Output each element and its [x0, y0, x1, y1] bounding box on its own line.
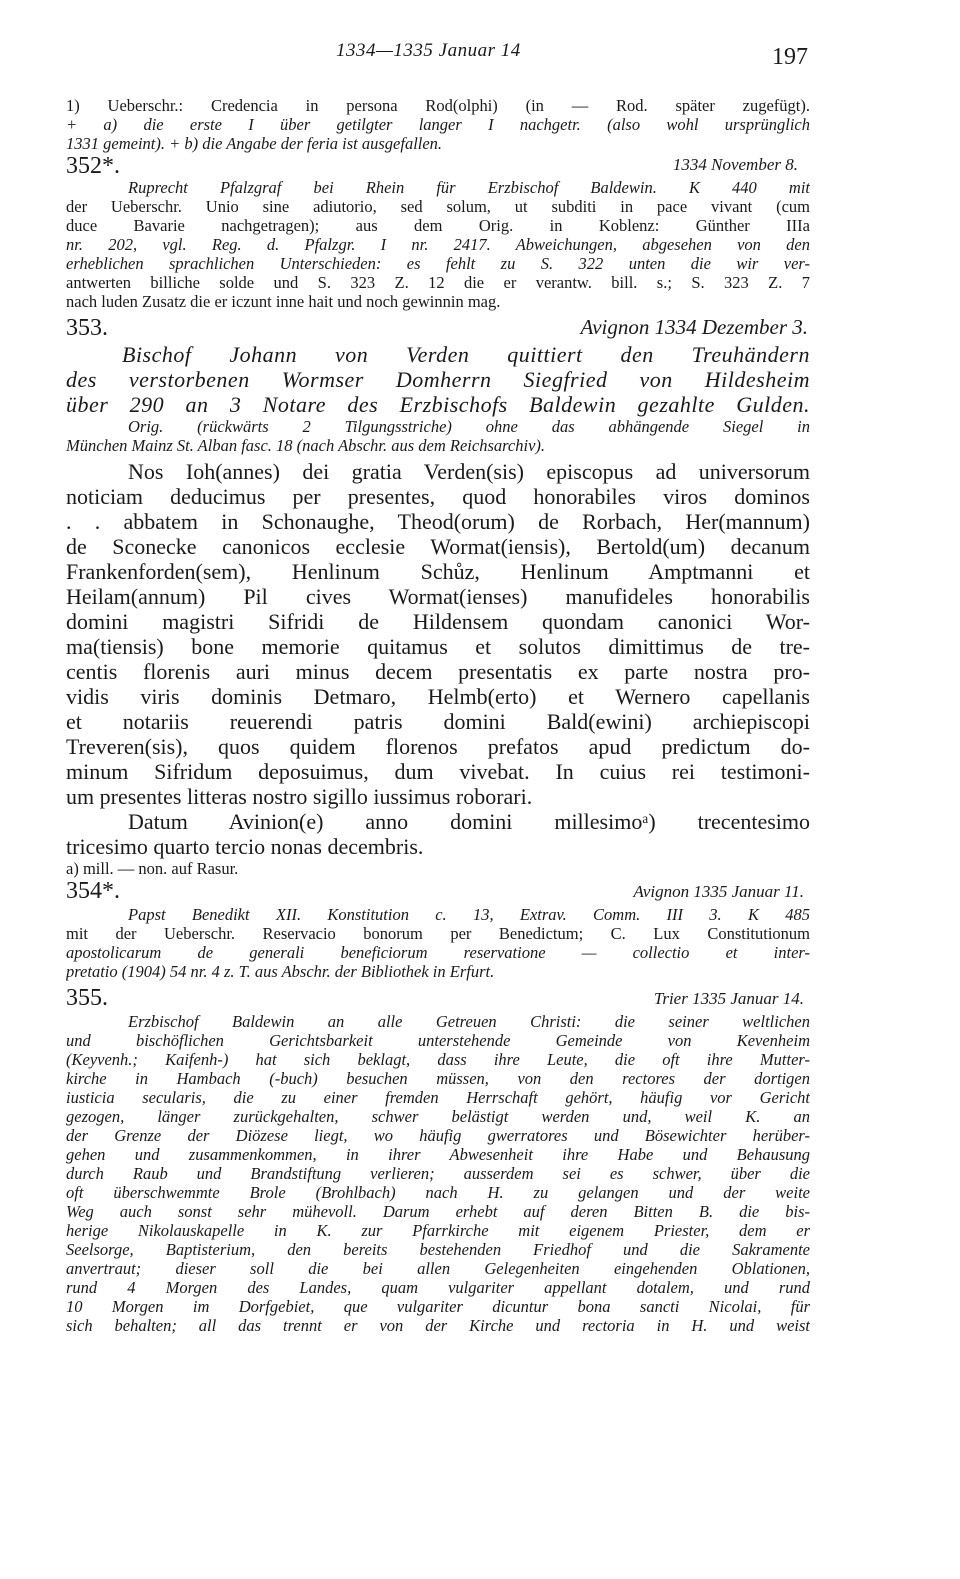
charter-line: tricesimo quarto tercio nonas decembris. — [66, 834, 424, 859]
regest-line: nr. 202, vgl. Reg. d. Pfalzgr. I nr. 2417. Abweichungen, abgesehen von den — [66, 235, 810, 254]
regest-line: erheblichen sprachlichen Unterschieden: es fehlt zu S. 322 unten die wir ver- — [66, 254, 810, 273]
charter-line: Treveren(sis), quos quidem florenos prefatos apud predictum do- — [66, 734, 810, 759]
regest-line: apostolicarum de generali beneficiorum reservatione — collectio et inter- — [66, 943, 810, 962]
regest-line: und bischöflichen Gerichtsbarkeit unterstehende Gemeinde von Kevenheim — [66, 1031, 810, 1050]
entry-number: 352*. — [66, 153, 120, 179]
running-head: 1334—1335 Januar 14 — [336, 40, 521, 61]
charter-line: et notariis reuerendi patris domini Bald(ewini) archiepiscopi — [66, 709, 810, 734]
regest-line: Seelsorge, Baptisterium, den bereits bestehenden Friedhof und die Sakramente — [66, 1240, 810, 1259]
entry-352 — [66, 153, 810, 311]
regest-line: 10 Morgen im Dorfgebiet, que vulgariter dicuntur bona sancti Nicolai, für — [66, 1297, 810, 1316]
regest-line: nach luden Zusatz die er iczunt inne hait und noch gewinnin mag. — [66, 292, 501, 311]
charter-line: de Sconecke canonicos ecclesie Wormat(iensis), Bertold(um) decanum — [66, 534, 810, 559]
page-number: 197 — [772, 44, 808, 70]
regest-line: gehen und zusammenkommen, in ihrer Abwesenheit ihre Habe und Behausung — [66, 1145, 810, 1164]
regest-line: mit der Ueberschr. Reservacio bonorum per Benedictum; C. Lux Constitutionum — [66, 924, 810, 943]
regest-title-line: Bischof Johann von Verden quittiert den Treuhändern — [122, 342, 810, 367]
regest-title-line: über 290 an 3 Notare des Erzbischofs Baldewin gezahlte Gulden. — [66, 392, 810, 417]
entry-353 — [66, 315, 810, 878]
charter-line: vidis viris dominis Detmaro, Helmb(erto) et Wernero capellanis — [66, 684, 810, 709]
regest-line: pretatio (1904) 54 nr. 4 z. T. aus Abschr. der Bibliothek in Erfurt. — [66, 962, 495, 981]
regest-line: (Keyvenh.; Kaifenh-) hat sich beklagt, dass ihre Leute, die oft ihre Mutter- — [66, 1050, 810, 1069]
footnote-line: + a) die erste I über getilgter langer I nachgetr. (also wohl ursprünglich — [66, 115, 810, 134]
entry-355 — [66, 985, 810, 1335]
charter-line: Nos Ioh(annes) dei gratia Verden(sis) episcopus ad universorum — [128, 459, 810, 484]
page-body — [66, 96, 810, 1335]
regest-line: der Grenze der Diözese liegt, wo häufig gwerratores und Bösewichter herüber- — [66, 1126, 810, 1145]
regest-line: Erzbischof Baldewin an alle Getreuen Christi: die seiner weltlichen — [128, 1012, 810, 1031]
charter-line: Heilam(annum) Pil cives Wormat(ienses) manufideles honorabilis — [66, 584, 810, 609]
regest-line: der Ueberschr. Unio sine adiutorio, sed solum, ut subditi in pace vivant (cum — [66, 197, 810, 216]
regest-line: gezogen, länger zurückgehalten, schwer belästigt werden und, weil K. an — [66, 1107, 810, 1126]
charter-line: Datum Avinion(e) anno domini millesimoᵃ) trecentesimo — [128, 809, 810, 834]
regest-title-line: des verstorbenen Wormser Domherrn Siegfried von Hildesheim — [66, 367, 810, 392]
entry-354 — [66, 878, 810, 981]
charter-line: centis florenis auri minus decem presentatis ex parte nostra pro- — [66, 659, 810, 684]
entry-date: Avignon 1334 Dezember 3. — [580, 315, 808, 339]
page-header — [66, 38, 816, 78]
entry-date: Trier 1335 Januar 14. — [653, 989, 804, 1008]
charter-line: Frankenforden(sem), Henlinum Schůz, Henlinum Amptmanni et — [66, 559, 810, 584]
regest-line: herige Nikolauskapelle in K. zur Pfarrkirche mit eigenem Priester, dem er — [66, 1221, 810, 1240]
regest-line: duce Bavarie nachgetragen); aus dem Orig. in Koblenz: Günther IIIa — [66, 216, 810, 235]
footnote-line: 1) Ueberschr.: Credencia in persona Rod(olphi) (in — Rod. später zugefügt). — [66, 96, 810, 115]
regest-line: durch Raub und Brandstiftung verlieren; ausserdem sei es schwer, über die — [66, 1164, 810, 1183]
charter-line: noticiam deducimus per presentes, quod honorabiles viros dominos — [66, 484, 810, 509]
charter-line: ma(tiensis) bone memorie quitamus et solutos dimittimus de tre- — [66, 634, 810, 659]
entry-date: Avignon 1335 Januar 11. — [633, 882, 804, 901]
footnote-line: 1331 gemeint). + b) die Angabe der feria ist ausgefallen. — [66, 134, 443, 153]
charter-line: . . abbatem in Schonaughe, Theod(orum) de Rorbach, Her(mannum) — [66, 509, 810, 534]
regest-line: anvertraut; dieser soll die bei allen Gelegenheiten eingehenden Oblationen, — [66, 1259, 810, 1278]
source-line: Orig. (rückwärts 2 Tilgungsstriche) ohne das abhängende Siegel in — [128, 417, 810, 436]
source-line: München Mainz St. Alban fasc. 18 (nach Abschr. aus dem Reichsarchiv). — [66, 436, 546, 455]
regest-line: antwerten billiche solde und S. 323 Z. 12 die er verantw. bill. s.; S. 323 Z. 7 — [66, 273, 810, 292]
entry-date: 1334 November 8. — [672, 155, 798, 174]
regest-line: oft überschwemmte Brole (Brohlbach) nach H. zu gelangen und der weite — [66, 1183, 810, 1202]
regest-line: Weg auch sonst sehr mühevoll. Darum erhebt auf deren Bitten B. die bis- — [66, 1202, 810, 1221]
charter-footnote: a) mill. — non. auf Rasur. — [66, 859, 239, 878]
entry-number: 355. — [66, 985, 108, 1011]
charter-line: minum Sifridum deposuimus, dum vivebat. In cuius rei testimoni- — [66, 759, 810, 784]
regest-line: iusticia secularis, die zu einer fremden Herrschaft gehört, häufig vor Gericht — [66, 1088, 810, 1107]
regest-line: kirche in Hambach (-buch) besuchen müssen, von den rectores der dortigen — [66, 1069, 810, 1088]
regest-line: sich behalten; all das trennt er von der Kirche und rectoria in H. und weist — [66, 1316, 810, 1335]
entry-number: 353. — [66, 315, 108, 341]
charter-line: um presentes litteras nostro sigillo iussimus roborari. — [66, 784, 533, 809]
regest-line: Papst Benedikt XII. Konstitution c. 13, Extrav. Comm. III 3. K 485 — [128, 905, 810, 924]
footnote-block-top — [66, 96, 810, 153]
entry-number: 354*. — [66, 878, 120, 904]
regest-line: Ruprecht Pfalzgraf bei Rhein für Erzbischof Baldewin. K 440 mit — [128, 178, 810, 197]
regest-line: rund 4 Morgen des Landes, quam vulgariter appellant dotalem, und rund — [66, 1278, 810, 1297]
charter-line: domini magistri Sifridi de Hildensem quondam canonici Wor- — [66, 609, 810, 634]
